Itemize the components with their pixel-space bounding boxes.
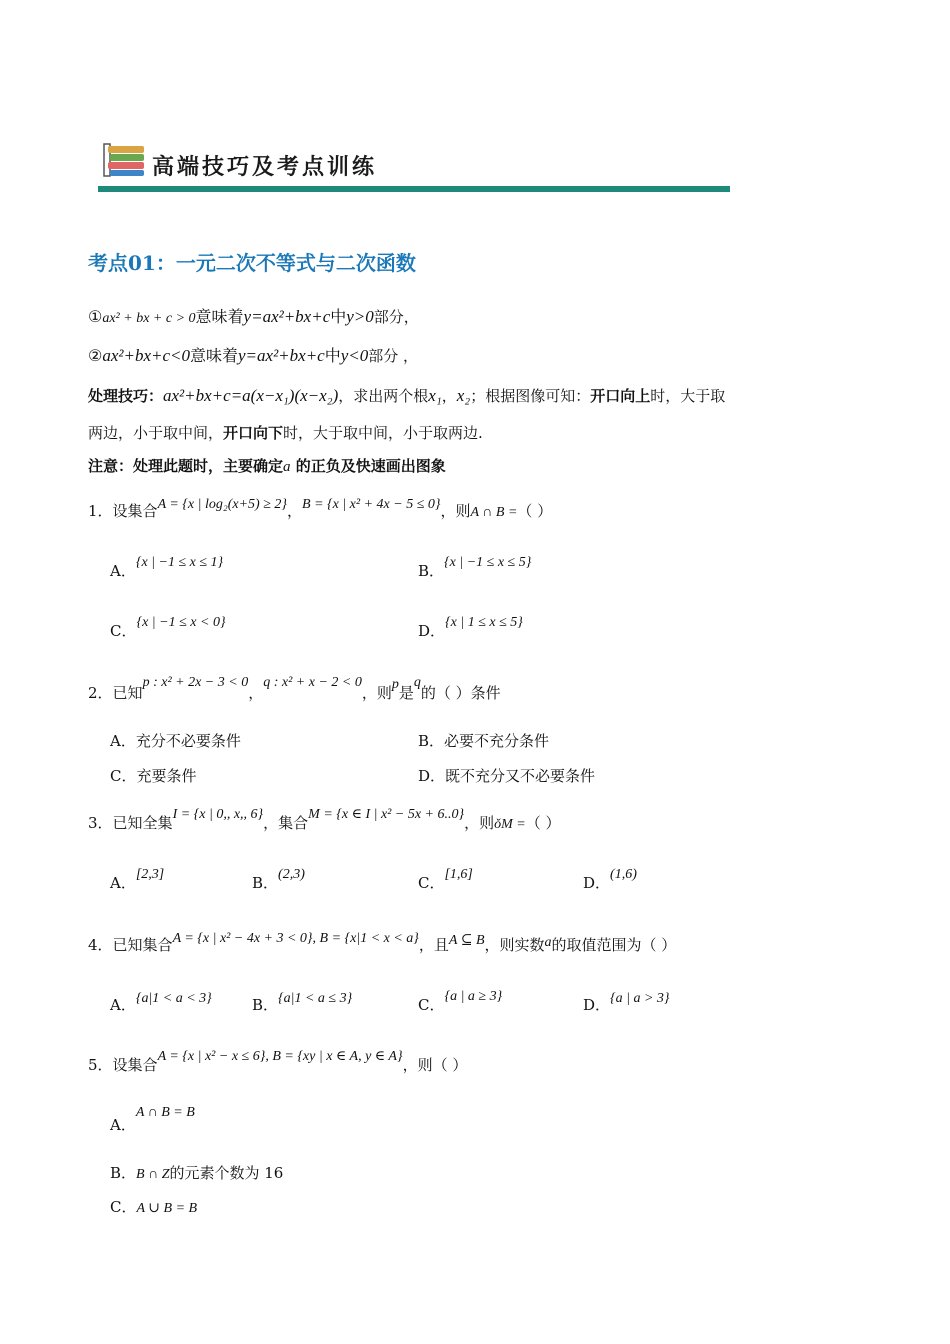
q5-option-c[interactable]: C．A ∪ B = B — [110, 1198, 198, 1216]
question-4-stem: 4．已知集合A = {x | x² − 4x + 3 < 0}, B = {x|1 < x < a}，且A ⊆ B，则实数a的取值范围为（ ） — [88, 931, 677, 954]
tip-line-2: 两边，小于取中间，开口向下时，大于取中间，小于取两边. — [88, 424, 483, 442]
q3-option-a[interactable]: A．[2,3] — [110, 867, 165, 892]
section-title: 考点01：一元二次不等式与二次函数 — [88, 251, 416, 275]
question-1-stem: 1．设集合A = {x | log₂(x+5) ≥ 2}，B = {x | x² + 4x − 5 ≤ 0}，则A ∩ B =（ ） — [88, 497, 553, 520]
books-icon — [102, 140, 148, 180]
q2-option-c[interactable]: C．充要条件 — [110, 767, 197, 785]
q2-option-d[interactable]: D．既不充分又不必要条件 — [418, 767, 596, 785]
q4-option-a[interactable]: A．{a|1 < a < 3} — [110, 991, 212, 1014]
banner-divider — [98, 186, 730, 192]
q3-option-b[interactable]: B．(2,3) — [252, 867, 305, 892]
q1-option-b[interactable]: B．{x | −1 ≤ x ≤ 5} — [418, 555, 532, 580]
q1-option-d[interactable]: D．{x | 1 ≤ x ≤ 5} — [418, 615, 523, 640]
q4-option-b[interactable]: B．{a|1 < a ≤ 3} — [252, 991, 353, 1014]
attention-line: 注意：处理此题时，主要确定a 的正负及快速画出图象 — [88, 457, 446, 475]
q3-option-c[interactable]: C．[1,6] — [418, 867, 473, 892]
q2-option-a[interactable]: A．充分不必要条件 — [110, 732, 241, 750]
question-2-stem: 2．已知p : x² + 2x − 3 < 0，q : x² + x − 2 < 0，则p是q的（ ）条件 — [88, 675, 501, 702]
q4-option-d[interactable]: D．{a | a > 3} — [583, 991, 670, 1014]
note-line-1: ①ax² + bx + c > 0意味着y=ax²+bx+c中y>0部分， — [88, 307, 419, 326]
tip-line-1: 处理技巧：ax²+bx+c=a(x−x₁)(x−x₂)，求出两个根x₁，x₂；根据图像可知：开口向上时，大于取 — [88, 386, 726, 405]
note-line-2: ②ax²+bx+c<0意味着y=ax²+bx+c中y<0部分 ， — [88, 346, 419, 365]
question-5-stem: 5．设集合A = {x | x² − x ≤ 6}, B = {xy | x ∈ A, y ∈ A}，则（ ） — [88, 1049, 468, 1074]
q4-option-c[interactable]: C．{a | a ≥ 3} — [418, 989, 503, 1014]
q2-option-b[interactable]: B．必要不充分条件 — [418, 732, 550, 750]
question-3-stem: 3．已知全集I = {x | 0,, x,, 6}，集合M = {x ∈ I | x² − 5x + 6..0}，则ǒM =（ ） — [88, 807, 561, 832]
q3-option-d[interactable]: D．(1,6) — [583, 867, 637, 892]
q1-option-a[interactable]: A．{x | −1 ≤ x ≤ 1} — [110, 555, 224, 580]
banner-title: 高端技巧及考点训练 — [152, 154, 378, 180]
q5-option-a[interactable]: A．A ∩ B = B — [110, 1105, 195, 1134]
q5-option-b[interactable]: B．B ∩ Z的元素个数为 16 — [110, 1164, 284, 1182]
q1-option-c[interactable]: C．{x | −1 ≤ x < 0} — [110, 615, 226, 640]
